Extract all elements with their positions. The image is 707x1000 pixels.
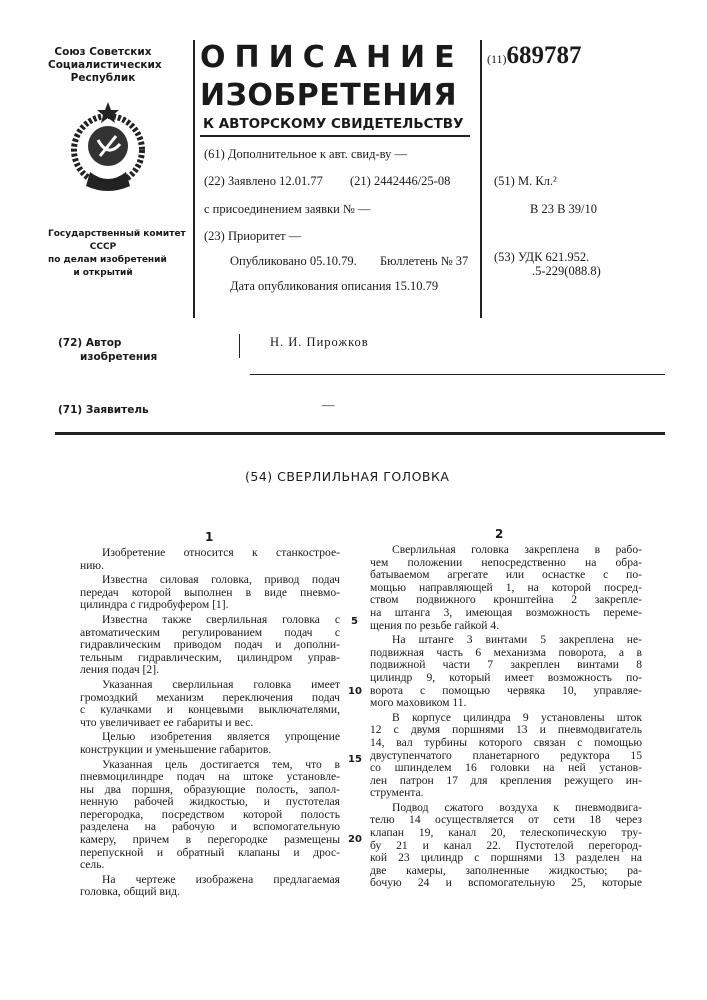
text-line: телю 14 осуществляется от сети 18 через [370,814,642,827]
text-line: Известна также сверлильная головка с [80,614,340,627]
country-name [48,46,158,85]
divider [193,40,195,318]
text-line: Указанная цель достигается тем, что в [80,759,340,772]
field-join: с присоединением заявки № — [204,202,370,217]
text-line: с кулачками и концевыми выключателями, [80,704,340,717]
text-line: громоздкий механизм переключения подач [80,692,340,705]
bulletin: Бюллетень № 37 [380,254,468,269]
applicant-value: — [322,398,335,413]
text-line: перегородка, посредством которой полость [80,809,340,822]
text-line: струмента. [370,787,642,800]
divider [200,135,470,137]
text-line: 14, вал турбины которого связан с помощью [370,737,642,750]
doc-title-line2: ИЗОБРЕТЕНИЯ [200,78,457,114]
committee-line: Государственный комитет [48,228,158,241]
line-number: 5 [351,616,358,627]
text-line: двуступенчатого планетарного редуктора 15 [370,750,642,763]
doc-subtitle: К АВТОРСКОМУ СВИДЕТЕЛЬСТВУ [203,116,464,132]
line-number: 20 [348,834,362,845]
text-line: на штанга 3, имеющая возможность переме- [370,607,642,620]
text-line: Изобретение относится к станкострое- [80,547,340,560]
divider [250,374,665,375]
text-line: головка, общий вид. [80,886,340,899]
column-number: 1 [205,530,213,544]
text-line: автоматическим регулированием подач с [80,627,340,640]
text-line: сель. [80,859,340,872]
text-line: ворота с помощью червяка 10, управляе- [370,685,642,698]
invention-title: (54) СВЕРЛИЛЬНАЯ ГОЛОВКА [245,469,449,484]
ussr-emblem-icon [68,100,148,200]
text-line: Известна силовая головка, привод подач [80,574,340,587]
description-date: Дата опубликования описания 15.10.79 [230,279,438,294]
committee-line: и открытий [48,267,158,280]
author-label [58,336,157,364]
text-line: Подвод сжатого воздуха к пневмодвига- [370,802,642,815]
text-line: 12 с двумя поршнями 13 и пневмодвигатель [370,724,642,737]
text-line: мощью направляющей 1, на которой посред- [370,582,642,595]
text-line: Сверлильная головка закреплена в рабо- [370,544,642,557]
column-number: 2 [495,527,503,541]
patent-number-value: 689787 [507,42,582,69]
author-name: Н. И. Пирожков [270,335,369,350]
text-line: На штанге 3 винтами 5 закреплена не- [370,634,642,647]
committee-line: СССР [48,241,158,254]
committee-name [48,228,158,280]
text-line: передач которой выполнен в виде пневмо- [80,587,340,600]
author-label-line: (72) Автор [58,336,157,350]
field-22: (22) Заявлено 12.01.77 [204,174,323,189]
text-line: тельным гидравлическим, цилиндром управ- [80,652,340,665]
text-line: Указанная сверлильная головка имеет [80,679,340,692]
field-53-cont: .5-229(088.8) [532,264,601,279]
text-line: щения по резьбе гайкой 4. [370,620,642,633]
text-line: гидравлическим приводом подач и дополни- [80,639,340,652]
text-line: ления подач [2]. [80,664,340,677]
text-line: чем положении непосредственно на обра- [370,557,642,570]
field-51: (51) М. Кл.² [494,174,557,189]
committee-line: по делам изобретений [48,254,158,267]
text-line: клапан 19, канал 20, телескопическую тру- [370,827,642,840]
text-line: цилиндр 9, который имеет возможность по- [370,672,642,685]
divider [480,40,482,318]
field-21: (21) 2442446/25-08 [350,174,450,189]
field-61: (61) Дополнительное к авт. свид-ву — [204,147,407,162]
classification: В 23 В 39/10 [530,202,597,217]
text-line: что увеличивает ее габариты и вес. [80,717,340,730]
text-line: ством подвижного кронштейна 2 закрепле- [370,594,642,607]
text-line: В корпусе цилиндра 9 установлены шток [370,712,642,725]
text-line: подвижной части 7 закреплен винтами 8 [370,659,642,672]
text-line: разделена на рабочую и вспомогательную [80,821,340,834]
doc-title-line1: ОПИСАНИЕ [200,40,464,76]
author-label-line: изобретения [58,350,157,364]
patent-code: (11) [487,52,507,66]
country-line: Социалистических [48,59,158,72]
field-23: (23) Приоритет — [204,229,301,244]
text-line: батываемом агрегате или оснастке с по- [370,569,642,582]
text-line: мого маховиком 11. [370,697,642,710]
country-line: Союз Советских [48,46,158,59]
text-line: кой 23 цилиндр с поршнями 13 разделен на [370,852,642,865]
text-line: две камеры, заполненные жидкостью; ра- [370,865,642,878]
text-line: подвижная часть 6 механизма поворота, а в [370,647,642,660]
line-number: 15 [348,754,362,765]
text-line: камеру, причем в перегородке размещены [80,834,340,847]
text-line: конструкции и уменьшение габаритов. [80,744,340,757]
text-line: пневмоцилиндре подач на штоке установле- [80,771,340,784]
divider [239,334,240,358]
text-line: бочую 24 и вспомогательную 25, которые [370,877,642,890]
patent-number [487,42,582,70]
text-line: нию. [80,560,340,573]
text-line: ненную рабочей жидкостью, и пустотелая [80,796,340,809]
applicant-label: (71) Заявитель [58,404,149,416]
text-line: Целью изобретения является упрощение [80,731,340,744]
published-date: Опубликовано 05.10.79. [230,254,357,269]
text-line: На чертеже изображена предлагаемая [80,874,340,887]
text-line: бу 21 и канал 22. Пустотелой перегород- [370,840,642,853]
text-line: ны два поршня, образующие полость, запол- [80,784,340,797]
text-column-2 [370,544,642,890]
text-line: со шпинделем 16 головки на ней установ- [370,762,642,775]
text-column-1 [80,547,340,899]
divider [55,432,665,435]
text-line: перепускной и обратный клапаны и дрос- [80,847,340,860]
text-line: цилиндра с гидробуфером [1]. [80,599,340,612]
text-line: лен патрон 17 для крепления режущего ин- [370,775,642,788]
country-line: Республик [48,72,158,85]
line-number: 10 [348,686,362,697]
field-53: (53) УДК 621.952. [494,250,589,265]
